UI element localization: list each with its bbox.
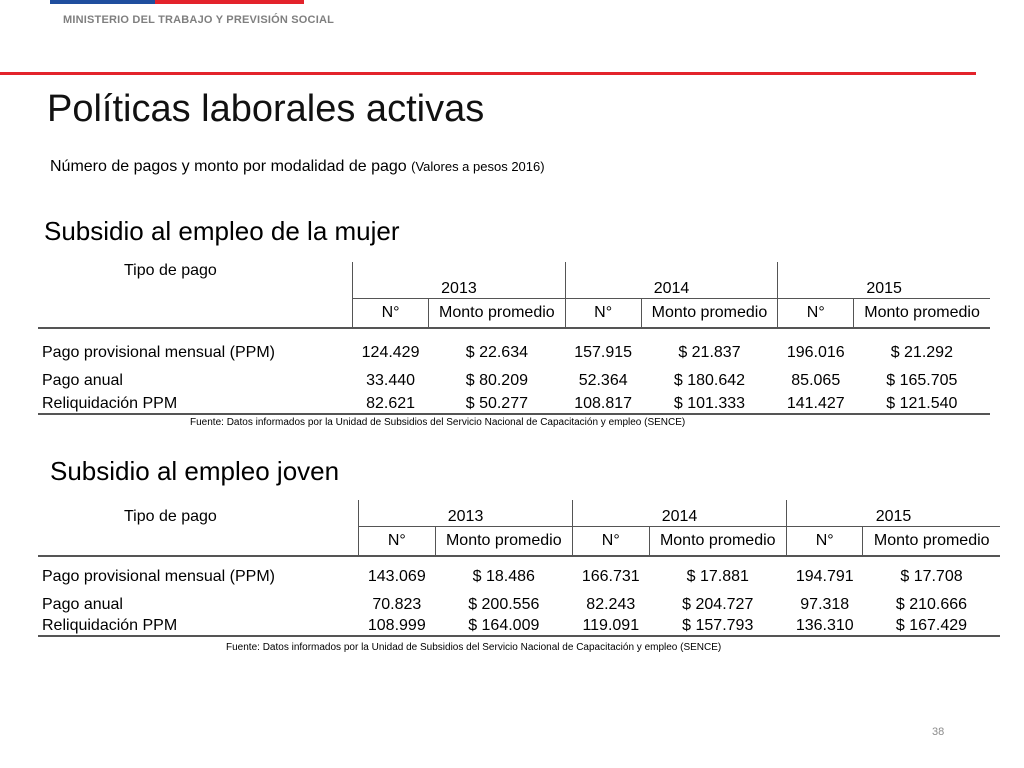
table-row bbox=[38, 556, 1000, 586]
year-2013: 2013 bbox=[359, 500, 573, 526]
monto-header: Monto promedio bbox=[863, 526, 1000, 556]
row-label: Pago provisional mensual (PPM) bbox=[42, 568, 275, 585]
subtitle-main: Número de pagos y monto por modalidad de pago bbox=[50, 158, 407, 175]
ministry-name: MINISTERIO DEL TRABAJO Y PREVISIÓN SOCIAL bbox=[63, 14, 335, 26]
cell-value: $ 200.556 bbox=[468, 596, 540, 613]
row-label: Reliquidación PPM bbox=[38, 614, 359, 636]
cell-value: $ 80.209 bbox=[465, 372, 528, 389]
year-2015: 2015 bbox=[778, 262, 990, 298]
row-label: Reliquidación PPM bbox=[38, 390, 353, 414]
cell-value: $ 210.666 bbox=[895, 596, 968, 613]
page-subtitle bbox=[50, 158, 545, 176]
cell-value: 141.427 bbox=[778, 390, 854, 414]
monto-header: Monto promedio bbox=[428, 298, 565, 328]
n-header: N° bbox=[787, 526, 863, 556]
cell-value: 196.016 bbox=[786, 344, 845, 361]
cell-value: $ 121.540 bbox=[854, 390, 990, 414]
cell-value: 108.999 bbox=[359, 614, 435, 636]
page-number: 38 bbox=[932, 726, 945, 738]
flag-bar bbox=[50, 0, 304, 4]
cell-value: 97.318 bbox=[800, 596, 850, 613]
tipo-header: Tipo de pago bbox=[124, 508, 217, 525]
cell-value: 119.091 bbox=[573, 614, 649, 636]
table-row bbox=[38, 362, 990, 390]
cell-value: 70.823 bbox=[372, 596, 422, 613]
cell-value: $ 101.333 bbox=[641, 390, 778, 414]
table-row bbox=[38, 390, 990, 414]
cell-value: 85.065 bbox=[791, 372, 841, 389]
monto-header: Monto promedio bbox=[641, 298, 778, 328]
cell-value: 124.429 bbox=[361, 344, 420, 361]
monto-header: Monto promedio bbox=[435, 526, 573, 556]
page-title: Políticas laborales activas bbox=[47, 88, 485, 130]
cell-value: $ 17.708 bbox=[900, 568, 963, 585]
cell-value: 33.440 bbox=[366, 372, 416, 389]
subtitle-note: (Valores a pesos 2016) bbox=[411, 159, 545, 174]
cell-value: $ 18.486 bbox=[472, 568, 535, 585]
cell-value: 82.621 bbox=[353, 390, 429, 414]
table-row bbox=[38, 328, 990, 362]
row-label: Pago provisional mensual (PPM) bbox=[42, 344, 275, 361]
year-header-row bbox=[38, 262, 990, 298]
cell-value: $ 167.429 bbox=[863, 614, 1000, 636]
cell-value: 194.791 bbox=[795, 568, 854, 585]
n-header: N° bbox=[359, 526, 435, 556]
section-title-joven: Subsidio al empleo joven bbox=[50, 456, 340, 486]
cell-value: $ 22.634 bbox=[465, 344, 528, 361]
row-label: Pago anual bbox=[42, 372, 123, 389]
monto-header: Monto promedio bbox=[649, 526, 787, 556]
year-2014: 2014 bbox=[573, 500, 787, 526]
row-label: Pago anual bbox=[42, 596, 123, 613]
source-note-joven: Fuente: Datos informados por la Unidad de Subsidios del Servicio Nacional de Capacitación y empleo (SENCE) bbox=[226, 642, 722, 653]
subheader-row bbox=[38, 526, 1000, 556]
section-title-mujer: Subsidio al empleo de la mujer bbox=[44, 216, 400, 246]
cell-value: $ 50.277 bbox=[428, 390, 565, 414]
n-header: N° bbox=[565, 298, 641, 328]
source-note-mujer: Fuente: Datos informados por la Unidad de Subsidios del Servicio Nacional de Capacitación y empleo (SENCE) bbox=[190, 417, 686, 428]
cell-value: $ 17.881 bbox=[686, 568, 749, 585]
cell-value: 143.069 bbox=[367, 568, 426, 585]
cell-value: 108.817 bbox=[565, 390, 641, 414]
n-header: N° bbox=[353, 298, 429, 328]
table-row bbox=[38, 614, 1000, 636]
cell-value: 82.243 bbox=[586, 596, 636, 613]
header-divider bbox=[0, 72, 976, 75]
table-joven bbox=[38, 500, 1000, 637]
n-header: N° bbox=[573, 526, 649, 556]
year-2014: 2014 bbox=[565, 262, 778, 298]
flag-bar-red bbox=[155, 0, 304, 4]
table-row bbox=[38, 586, 1000, 614]
year-2013: 2013 bbox=[353, 262, 566, 298]
n-header: N° bbox=[778, 298, 854, 328]
cell-value: $ 204.727 bbox=[682, 596, 754, 613]
cell-value: 157.915 bbox=[574, 344, 633, 361]
monto-header: Monto promedio bbox=[854, 298, 990, 328]
cell-value: $ 21.837 bbox=[678, 344, 741, 361]
subheader-row bbox=[38, 298, 990, 328]
tipo-header: Tipo de pago bbox=[124, 262, 217, 279]
cell-value: $ 164.009 bbox=[435, 614, 573, 636]
cell-value: $ 157.793 bbox=[649, 614, 787, 636]
cell-value: 166.731 bbox=[581, 568, 640, 585]
cell-value: $ 165.705 bbox=[886, 372, 958, 389]
cell-value: $ 180.642 bbox=[673, 372, 746, 389]
cell-value: 52.364 bbox=[578, 372, 628, 389]
cell-value: $ 21.292 bbox=[890, 344, 953, 361]
flag-bar-blue bbox=[50, 0, 155, 4]
year-2015: 2015 bbox=[787, 500, 1001, 526]
cell-value: 136.310 bbox=[787, 614, 863, 636]
year-header-row bbox=[38, 500, 1000, 526]
table-mujer bbox=[38, 262, 990, 415]
